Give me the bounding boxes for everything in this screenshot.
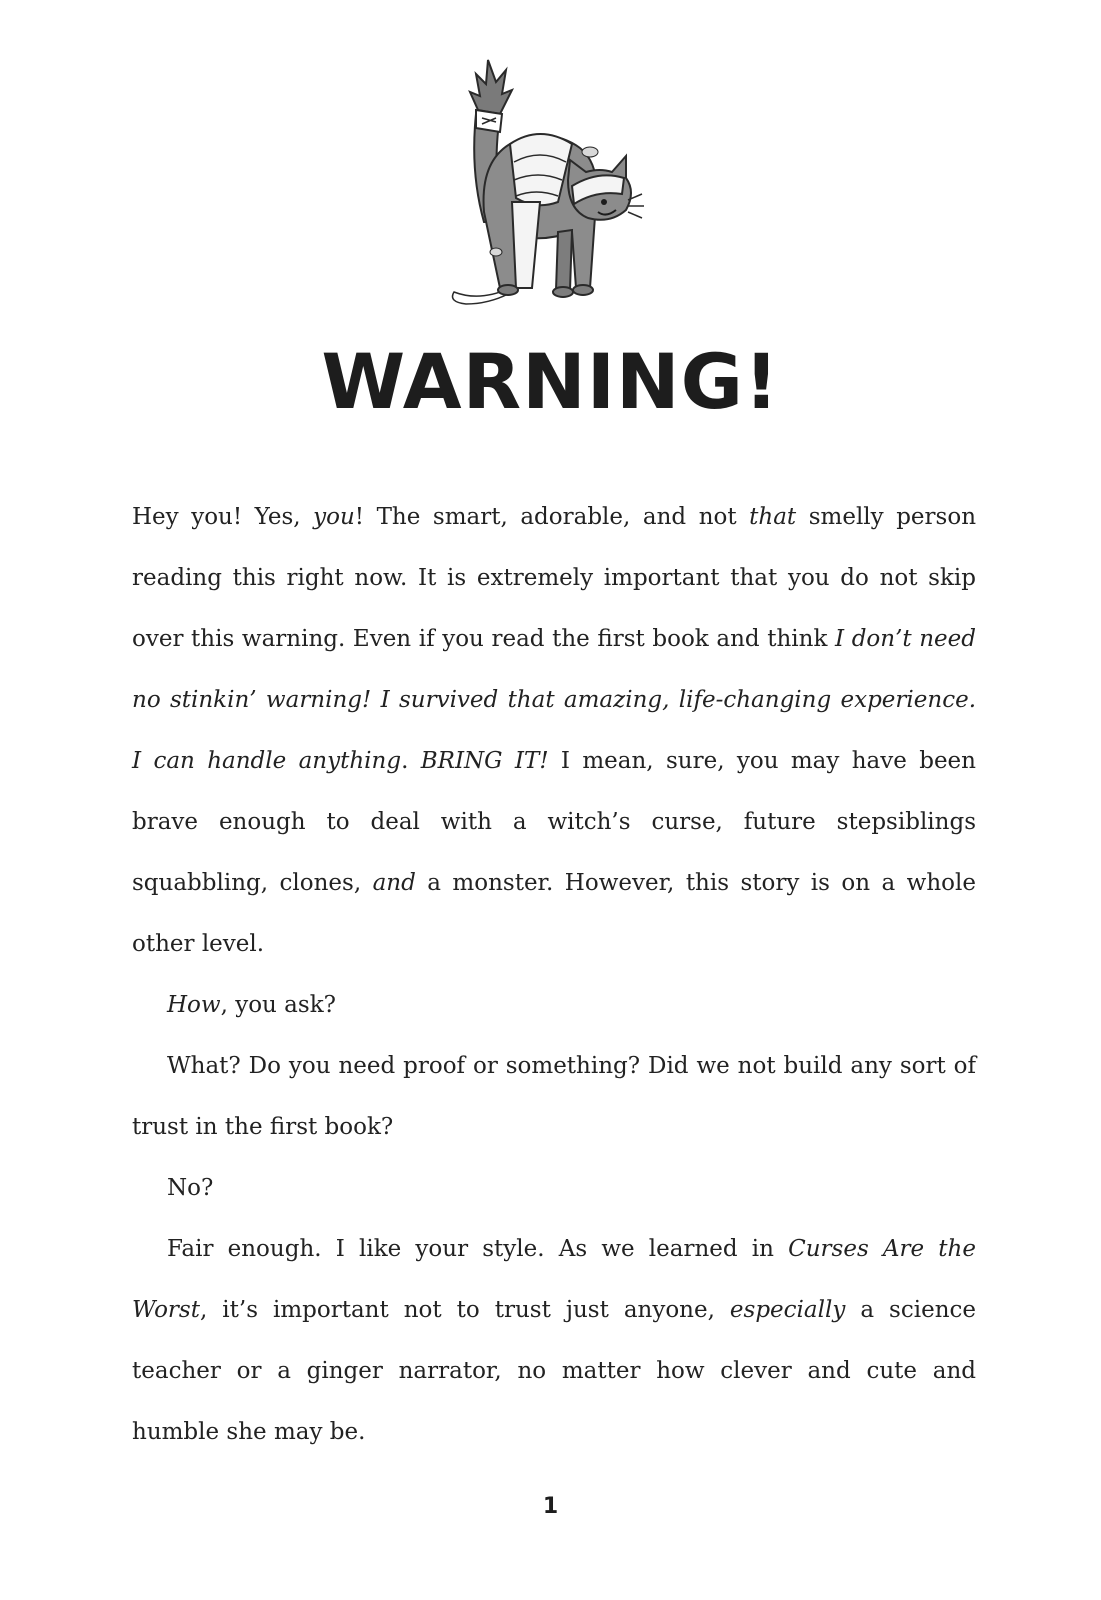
text-run: Fair enough. I like your style. As we learned in	[167, 1236, 789, 1262]
paragraph-2	[132, 975, 976, 1036]
text-run: smelly person reading this right now. It is extremely important that you do not skip over this warning. Even if you read the first book and think	[132, 504, 977, 652]
body-text	[132, 487, 976, 1463]
page-number: 1	[542, 1494, 559, 1519]
italic-text-run: Curses Are the Worst	[132, 1236, 976, 1323]
text-run: No?	[167, 1175, 214, 1201]
text-run: a science teacher or a ginger narrator, no matter how clever and cute and humble she may be.	[132, 1297, 976, 1445]
text-run: .	[401, 748, 421, 774]
italic-text-run: especially	[729, 1297, 846, 1323]
paragraph-4	[132, 1158, 976, 1219]
text-run: a monster. However, this story is on a whole other level.	[132, 870, 976, 957]
text-run: I mean, sure, you may have been brave enough to deal with a witch’s curse, future stepsiblings squabbling, clones,	[132, 748, 976, 896]
italic-text-run: I don’t need no stinkin’ warning! I survived that amazing, life-changing experience. I can handle anything	[132, 626, 977, 774]
bandaged-cat-illustration	[440, 52, 650, 314]
text-run: , it’s important not to trust just anyone,	[199, 1297, 730, 1323]
italic-text-run: that	[749, 504, 797, 530]
paragraph-1	[132, 487, 976, 975]
paragraph-5	[132, 1219, 976, 1463]
text-run: ! The smart, adorable, and not	[354, 504, 750, 530]
italic-text-run: BRING IT!	[420, 748, 549, 774]
text-run: , you ask?	[220, 992, 336, 1018]
italic-text-run: you	[313, 504, 355, 530]
italic-text-run: How	[167, 992, 221, 1018]
text-run: What? Do you need proof or something? Did we not build any sort of trust in the first book?	[132, 1053, 976, 1140]
text-run: Hey you! Yes,	[132, 504, 314, 530]
chapter-heading: WARNING!	[321, 337, 780, 426]
paragraph-3	[132, 1036, 976, 1158]
italic-text-run: and	[372, 870, 416, 896]
